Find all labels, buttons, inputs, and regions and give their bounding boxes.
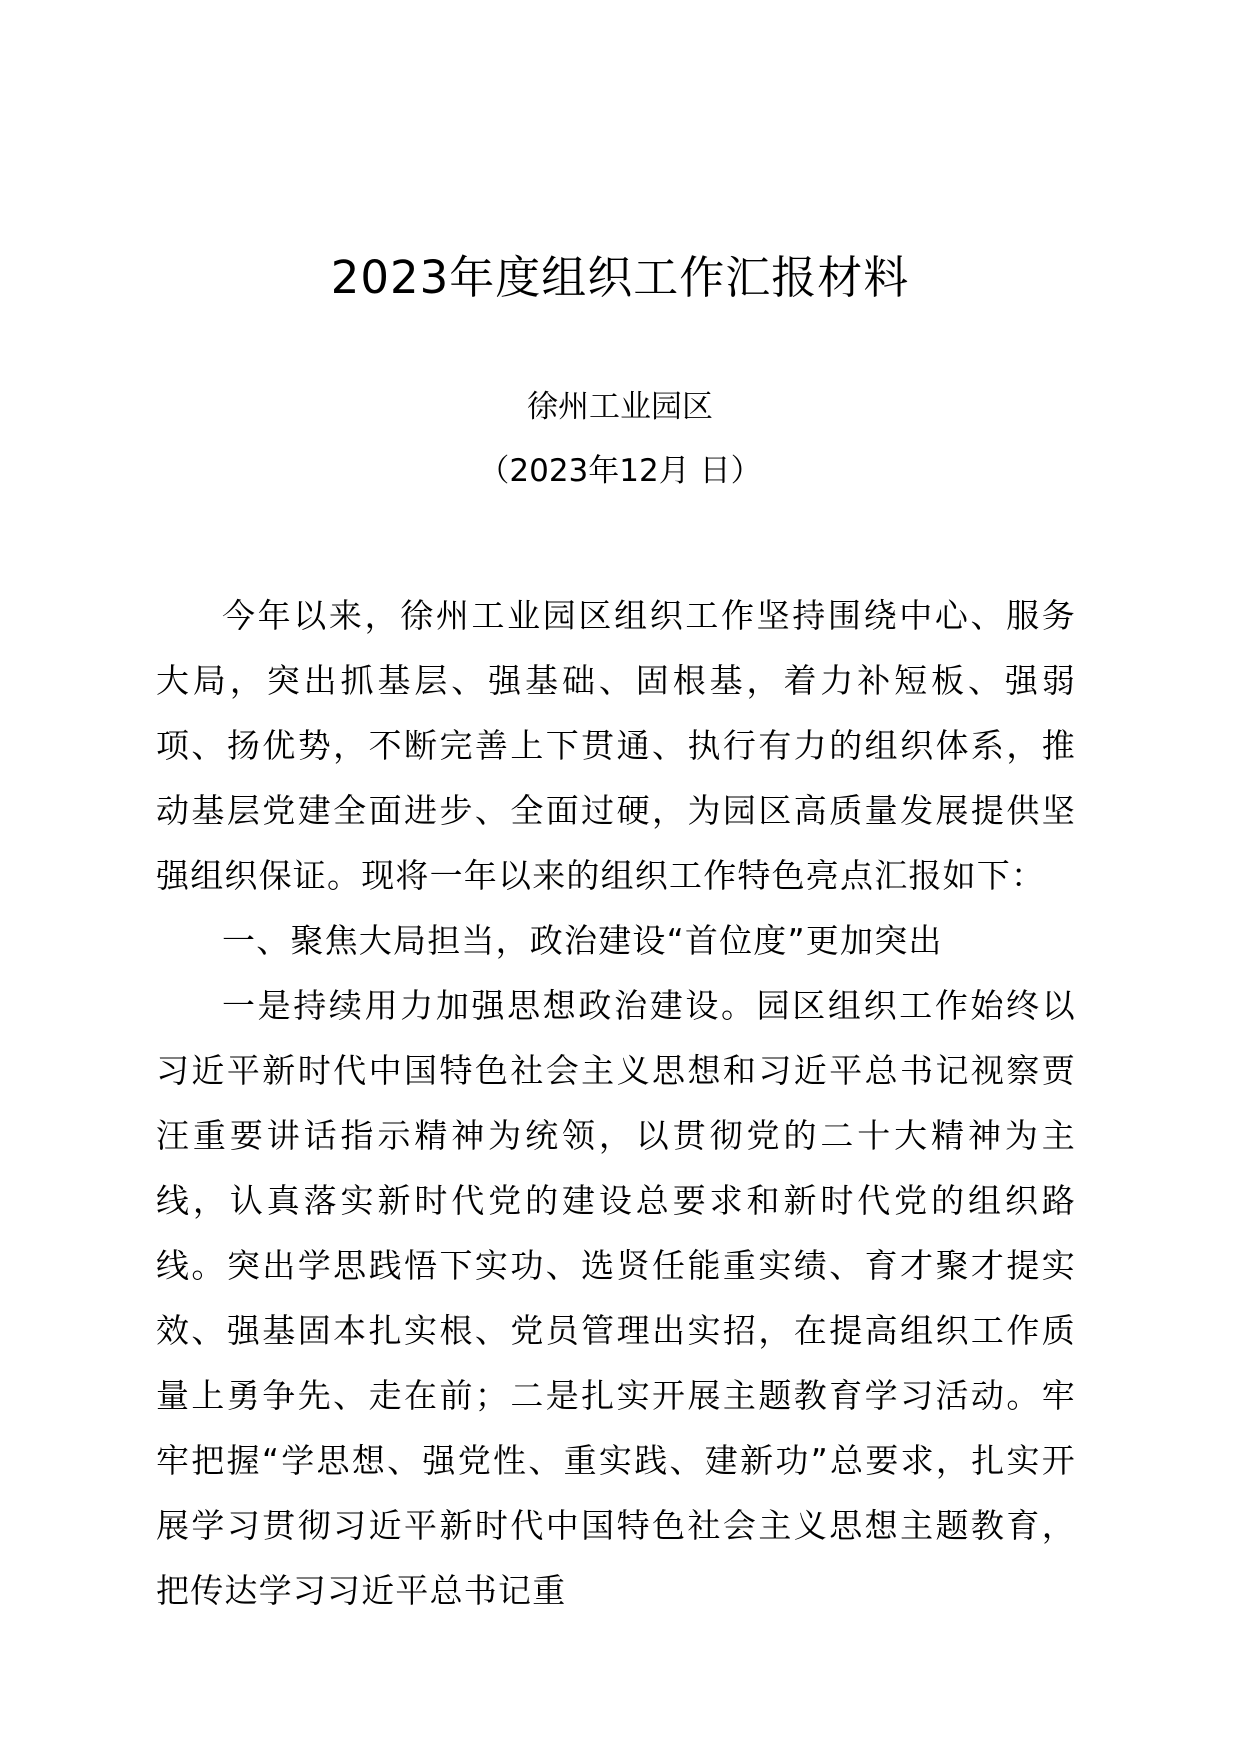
document-date: （2023年12月 日） [478, 453, 762, 489]
intro-paragraph: 今年以来，徐州工业园区组织工作坚持围绕中心、服务大局，突出抓基层、强基础、固根基，着力补短板、强弱项、扬优势，不断完善上下贯通、执行有力的组织体系，推动基层党建全面进步、全面过硬，为园区高质量发展提供坚强组织保证。现将一年以来的组织工作特色亮点汇报如下： [156, 596, 1076, 895]
document-body [156, 583, 1076, 1623]
document-title: 2023年度组织工作汇报材料 [330, 251, 910, 304]
section-heading-1: 一、聚焦大局担当，政治建设“首位度”更加突出 [222, 921, 943, 960]
section-1-paragraph: 一是持续用力加强思想政治建设。园区组织工作始终以习近平新时代中国特色社会主义思想和习近平总书记视察贾汪重要讲话指示精神为统领，以贯彻党的二十大精神为主线，认真落实新时代党的建设总要求和新时代党的组织路线。突出学思践悟下实功、选贤任能重实绩、育才聚才提实效、强基固本扎实根、党员管理出实招，在提高组织工作质量上勇争先、走在前；二是扎实开展主题教育学习活动。牢牢把握“学思想、强党性、重实践、建新功”总要求，扎实开展学习贯彻习近平新时代中国特色社会主义思想主题教育，把传达学习习近平总书记重 [156, 986, 1076, 1610]
organization-name: 徐州工业园区 [527, 389, 713, 425]
